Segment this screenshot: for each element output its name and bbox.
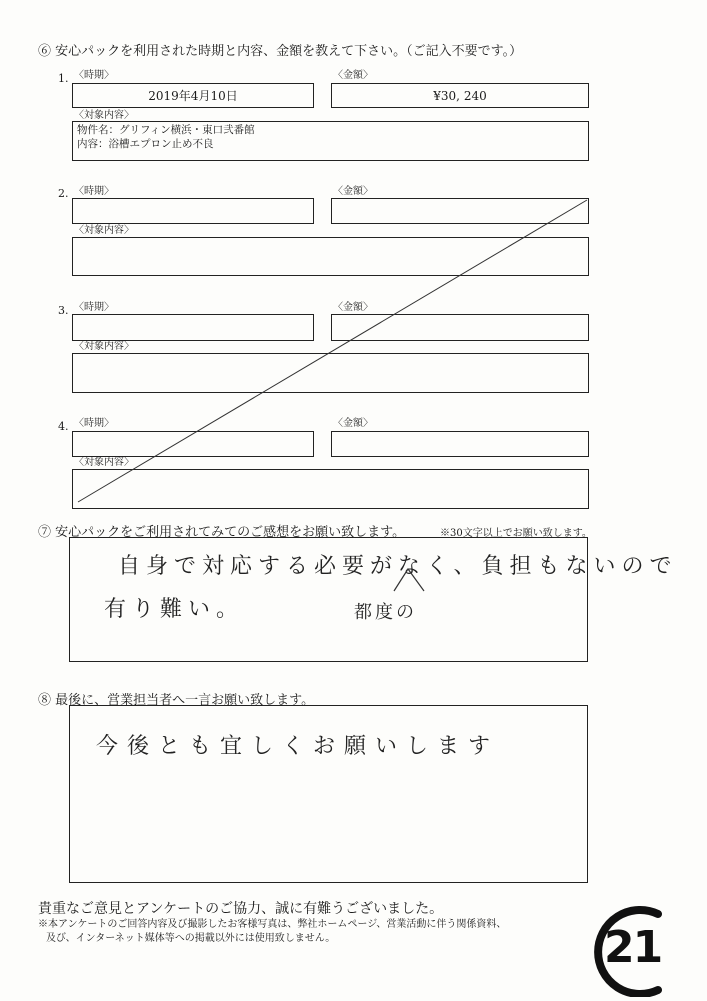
entry-2-period-label: 〈時期〉: [74, 186, 114, 197]
privacy-note-line-2: 及び、インターネット媒体等への掲載以外には使用致しません。: [46, 933, 336, 944]
entry-2-number: 2.: [58, 187, 69, 200]
entry-4-number: 4.: [58, 420, 69, 433]
entry-1-number: 1.: [58, 72, 69, 85]
diagonal-cancel-line: [78, 200, 587, 502]
entry-3-amount-label: 〈金額〉: [333, 302, 373, 313]
entry-4-content-label: 〈対象内容〉: [74, 457, 134, 468]
entry-2-content-label: 〈対象内容〉: [74, 225, 134, 236]
logo-text: 21: [604, 922, 662, 973]
entry-1-content-line-2: 内容：浴槽エプロン止め不良: [77, 138, 214, 150]
q7-heading: ⑦ 安心パックをご利用されてみてのご感想をお願い致します。: [38, 525, 406, 540]
entry-4-amount-label: 〈金額〉: [333, 418, 373, 429]
entry-1-period-label: 〈時期〉: [74, 70, 114, 81]
privacy-note-line-1: ※本アンケートのご回答内容及び撮影したお客様写真は、弊社ホームページ、営業活動に伴う関係資料、: [38, 919, 507, 930]
entry-1-amount-value: ¥30, 240: [433, 88, 487, 103]
q8-handwritten: 今後とも宜しくお願いします: [96, 734, 500, 759]
entry-1-content-line-1: 物件名：グリフィン横浜・東口弐番館: [77, 124, 255, 136]
q7-handwritten-line-1: 自身で対応する必要がなく、負担もないので: [118, 554, 678, 579]
entry-3-period-label: 〈時期〉: [74, 302, 114, 313]
entry-4-period-label: 〈時期〉: [74, 418, 114, 429]
entry-1-content-label: 〈対象内容〉: [74, 110, 134, 121]
q7-handwritten-line-2: 有り難い。: [104, 597, 245, 622]
entry-3-number: 3.: [58, 304, 69, 317]
entry-1-amount-label: 〈金額〉: [333, 70, 373, 81]
century21-logo: [578, 902, 678, 997]
thanks-message: 貴重なご意見とアンケートのご協力、誠に有難うございました。: [38, 901, 444, 917]
q7-note: ※30文字以上でお願い致します。: [440, 528, 592, 539]
entry-2-amount-label: 〈金額〉: [333, 186, 373, 197]
entry-1-period-value: 2019年4月10日: [148, 89, 238, 103]
insertion-caret-icon: [390, 565, 430, 593]
entry-3-content-label: 〈対象内容〉: [74, 341, 134, 352]
q7-handwritten-insert: 都度の: [354, 602, 417, 623]
q6-heading: ⑥ 安心パックを利用された時期と内容、金額を教えて下さい。（ご記入不要です。）: [38, 44, 523, 59]
q8-heading: ⑧ 最後に、営業担当者へ一言お願い致します。: [38, 693, 315, 708]
